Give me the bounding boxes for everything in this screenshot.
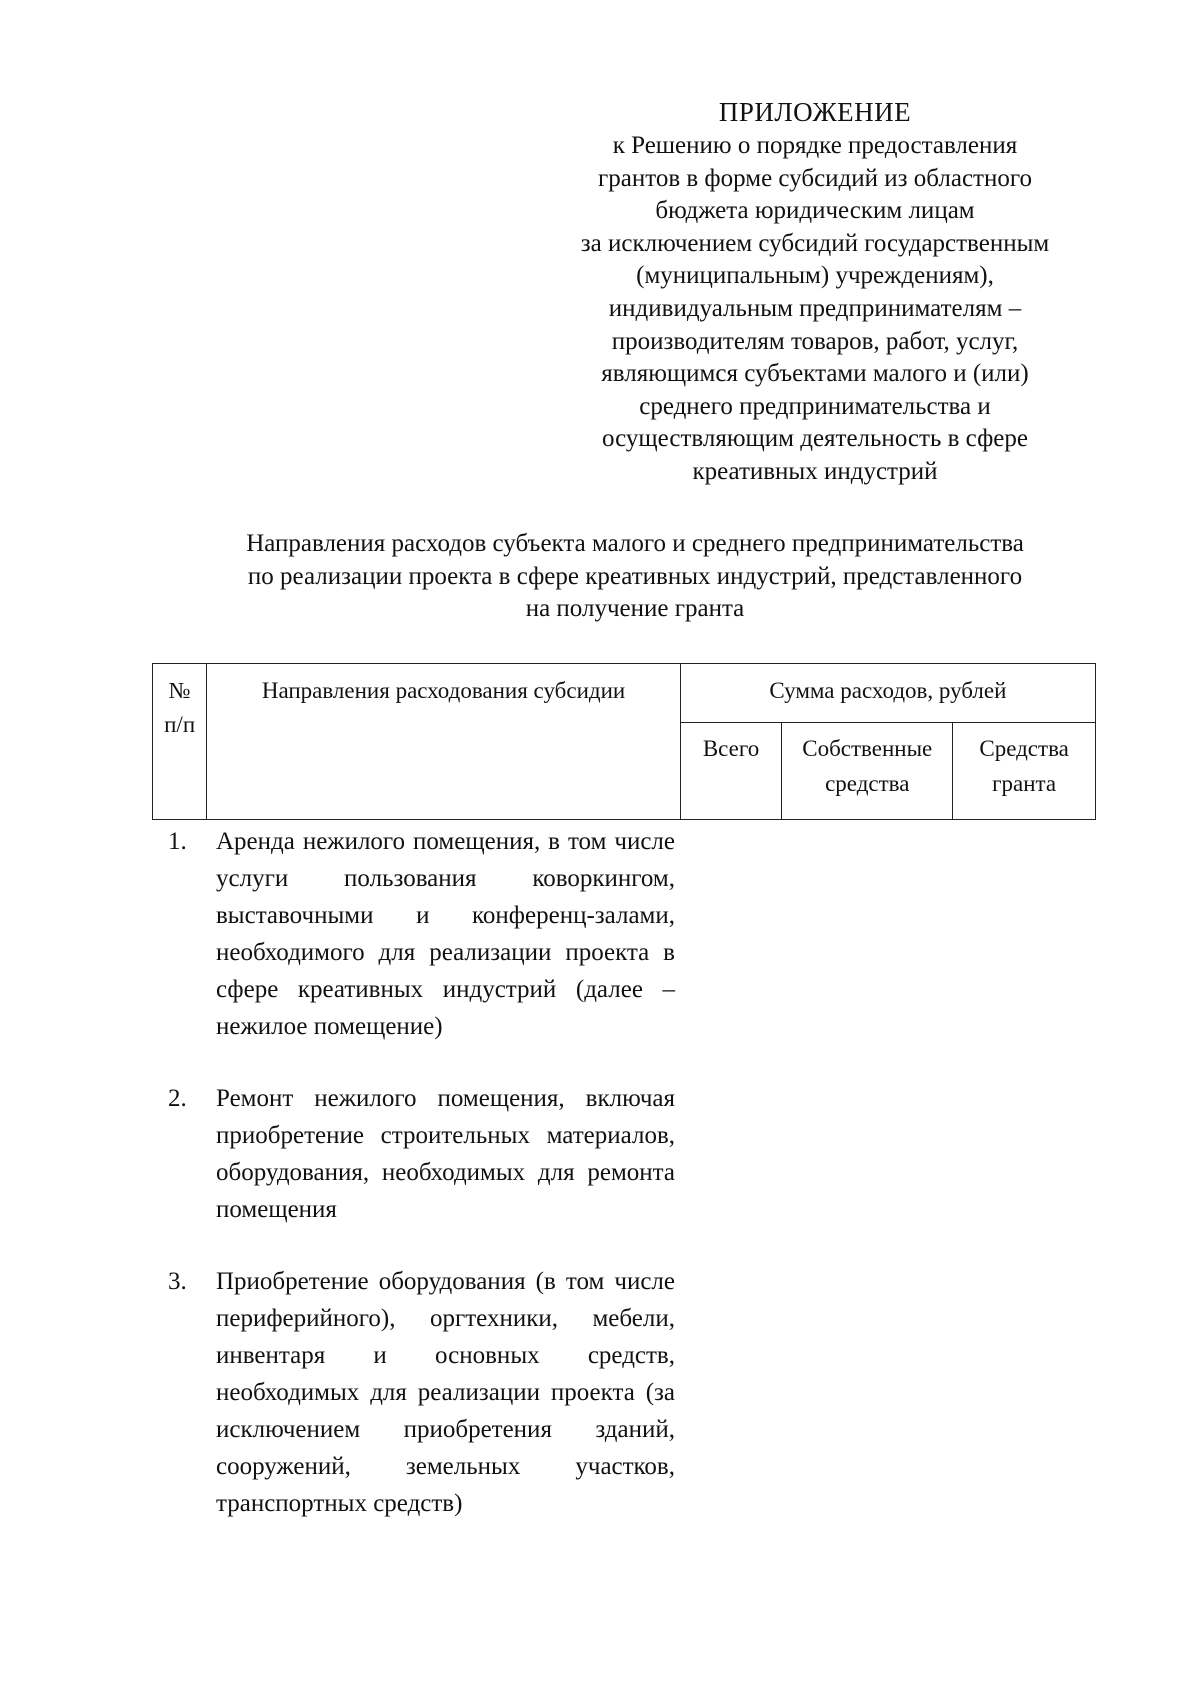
total-column-header: Всего bbox=[680, 723, 782, 820]
own-funds-column-header bbox=[782, 723, 953, 820]
appendix-line: креативных индустрий bbox=[692, 457, 938, 485]
number-header-abbrev: п/п bbox=[164, 712, 196, 737]
appendix-line: производителям товаров, работ, услуг, bbox=[611, 327, 1019, 355]
number-column-header bbox=[153, 664, 207, 820]
appendix-line: бюджета юридическим лицам bbox=[655, 197, 975, 225]
appendix-line: к Решению о порядке предоставления bbox=[612, 132, 1018, 159]
table-header-row bbox=[153, 664, 1096, 723]
heading-line: по реализации проекта в сфере креативных индустрий, представленного bbox=[247, 562, 1023, 590]
own-funds-header-line2: средства bbox=[825, 771, 910, 797]
heading-line: Направления расходов субъекта малого и среднего предпринимательства bbox=[246, 530, 1024, 557]
appendix-line: грантов в форме субсидий из областного bbox=[598, 164, 1032, 192]
sum-column-header: Сумма расходов, рублей bbox=[680, 664, 1095, 723]
item-text: Аренда нежилого помещения, в том числе услуги пользования коворкингом, выставочными и конференц-залами, необходимого для реализации проекта в сфере креативных индустрий (далее – нежилое помещение) bbox=[216, 828, 675, 1040]
expense-items-list bbox=[160, 823, 675, 1557]
item-number: 1. bbox=[168, 828, 187, 855]
expense-table bbox=[152, 663, 1096, 820]
item-text: Ремонт нежилого помещения, включая приобретение строительных материалов, оборудования, необходимых для ремонта помещения bbox=[216, 1085, 675, 1223]
appendix-line: за исключением субсидий государственным bbox=[580, 229, 1050, 257]
grant-funds-header-line2: гранта bbox=[992, 771, 1057, 797]
grant-funds-header-line1: Средства bbox=[979, 736, 1069, 762]
item-text: Приобретение оборудования (в том числе периферийного), оргтехники, мебели, инвентаря и основных средств, необходимых для реализации проекта (за исключением приобретения зданий, сооружений, земельных участков, транспортных средств) bbox=[216, 1268, 675, 1517]
appendix-block bbox=[535, 94, 1095, 489]
appendix-title: ПРИЛОЖЕНИЕ bbox=[718, 97, 912, 127]
item-number: 3. bbox=[168, 1268, 187, 1295]
appendix-line: (муниципальным) учреждениям), bbox=[636, 262, 994, 290]
number-header-symbol: № bbox=[168, 678, 191, 703]
appendix-line: являющимся субъектами малого и (или) bbox=[601, 360, 1029, 388]
item-number: 2. bbox=[168, 1085, 187, 1112]
appendix-line: индивидуальным предпринимателям – bbox=[608, 294, 1022, 322]
list-item bbox=[160, 823, 675, 1045]
direction-column-header: Направления расходования субсидии bbox=[207, 664, 681, 820]
document-heading bbox=[140, 528, 1130, 626]
appendix-line: среднего предпринимательства и bbox=[639, 392, 991, 420]
heading-line: на получение гранта bbox=[525, 595, 745, 622]
list-item bbox=[160, 1263, 675, 1522]
appendix-line: осуществляющим деятельность в сфере bbox=[602, 425, 1028, 453]
list-item bbox=[160, 1080, 675, 1228]
grant-funds-column-header bbox=[953, 723, 1096, 820]
own-funds-header-line1: Собственные bbox=[802, 736, 933, 762]
